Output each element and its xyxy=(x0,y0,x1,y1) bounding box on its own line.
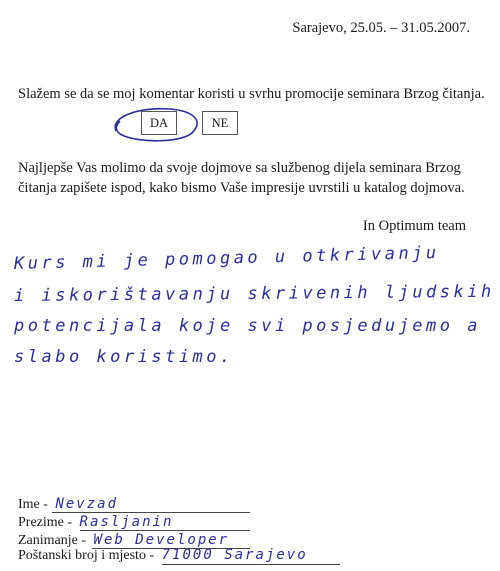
feedback-request-line1: Najljepše Vas molimo da svoje dojmove sa službenog dijela seminara Brzog xyxy=(18,160,461,176)
name-underline xyxy=(52,512,250,513)
name-field xyxy=(18,496,118,513)
consent-no-checkbox[interactable]: NE xyxy=(202,111,238,135)
postal-underline xyxy=(162,564,340,565)
name-value[interactable]: Nevzad xyxy=(55,496,119,512)
surname-underline xyxy=(80,530,250,531)
postal-label: Poštanski broj i mjesto - xyxy=(18,548,155,563)
handwritten-comment-line2[interactable]: i iskorištavanju skrivenih ljudskih xyxy=(13,281,495,306)
team-signature: In Optimum team xyxy=(362,218,466,234)
surname-value[interactable]: Rasljanin xyxy=(79,514,174,530)
surname-field xyxy=(18,514,173,531)
consent-yes-checkbox[interactable]: DA xyxy=(141,111,177,135)
handwritten-comment-line3[interactable]: potencijala koje svi posjedujemo a xyxy=(14,316,481,336)
name-label: Ime - xyxy=(18,497,48,512)
occupation-label: Zanimanje - xyxy=(18,533,87,548)
document-date: Sarajevo, 25.05. – 31.05.2007. xyxy=(292,20,470,36)
occupation-value[interactable]: Web Developer xyxy=(93,532,230,548)
feedback-request-line2: čitanja zapišete ispod, kako bismo Vaše impresije uvrstili u katalog dojmova. xyxy=(18,180,465,196)
postal-field xyxy=(18,547,308,564)
surname-label: Prezime - xyxy=(18,515,73,530)
handwritten-comment-line4[interactable]: slabo koristimo. xyxy=(14,347,234,367)
feedback-request xyxy=(18,158,488,198)
postal-value[interactable]: 71000 Sarajevo xyxy=(161,547,308,563)
handwritten-comment-line1[interactable]: Kurs mi je pomogao u otkrivanju xyxy=(13,242,440,274)
consent-statement: Slažem se da se moj komentar koristi u svrhu promocije seminara Brzog čitanja. xyxy=(18,86,485,102)
